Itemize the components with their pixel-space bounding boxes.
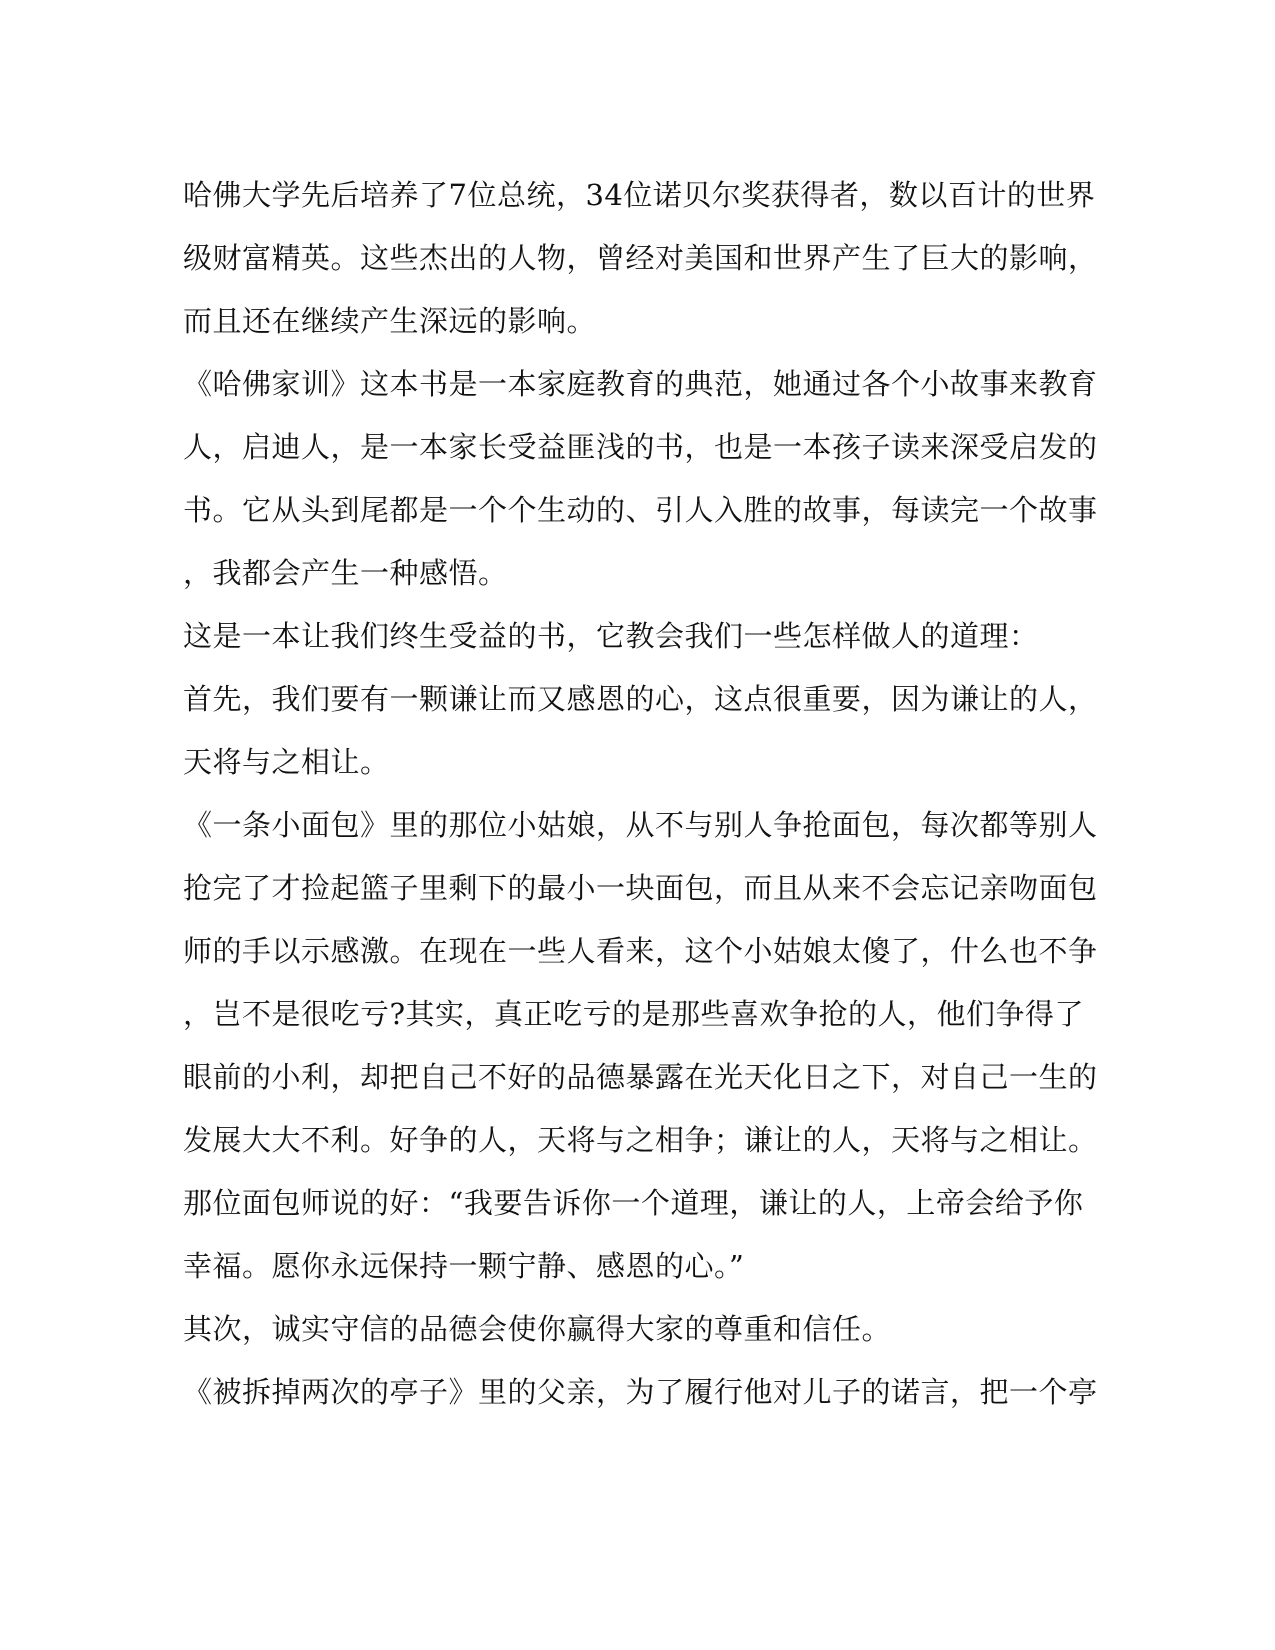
body-text [183,164,1098,1424]
text-line: 首先，我们要有一颗谦让而又感恩的心，这点很重要，因为谦让的人， [183,682,1098,716]
text-line: 幸福。愿你永远保持一颗宁静、感恩的心。” [183,1249,745,1283]
text-line: 眼前的小利，却把自己不好的品德暴露在光天化日之下，对自己一生的 [183,1060,1098,1094]
text-line: 哈佛大学先后培养了7位总统，34位诺贝尔奖获得者，数以百计的世界 [183,178,1096,212]
text-line: 天将与之相让。 [183,745,390,779]
text-line: 其次，诚实守信的品德会使你赢得大家的尊重和信任。 [183,1312,892,1346]
text-line: 级财富精英。这些杰出的人物，曾经对美国和世界产生了巨大的影响， [183,241,1098,275]
text-line: 发展大大不利。好争的人，天将与之相争；谦让的人，天将与之相让。 [183,1123,1098,1157]
text-line: 《一条小面包》里的那位小姑娘，从不与别人争抢面包，每次都等别人 [183,808,1098,842]
text-line: 师的手以示感激。在现在一些人看来，这个小姑娘太傻了，什么也不争 [183,934,1098,968]
text-line: ，岂不是很吃亏?其实，真正吃亏的是那些喜欢争抢的人，他们争得了 [183,997,1085,1031]
text-line: 书。它从头到尾都是一个个生动的、引人入胜的故事，每读完一个故事 [183,493,1098,527]
text-line: ，我都会产生一种感悟。 [183,556,508,590]
text-line: 《哈佛家训》这本书是一本家庭教育的典范，她通过各个小故事来教育 [183,367,1098,401]
text-line: 这是一本让我们终生受益的书，它教会我们一些怎样做人的道理： [183,619,1039,653]
text-line: 人，启迪人，是一本家长受益匪浅的书，也是一本孩子读来深受启发的 [183,430,1098,464]
text-line: 那位面包师说的好：“我要告诉你一个道理，谦让的人，上帝会给予你 [183,1186,1084,1220]
text-line: 抢完了才捡起篮子里剩下的最小一块面包，而且从来不会忘记亲吻面包 [183,871,1098,905]
text-line: 《被拆掉两次的亭子》里的父亲，为了履行他对儿子的诺言，把一个亭 [183,1375,1098,1409]
text-line: 而且还在继续产生深远的影响。 [183,304,597,338]
